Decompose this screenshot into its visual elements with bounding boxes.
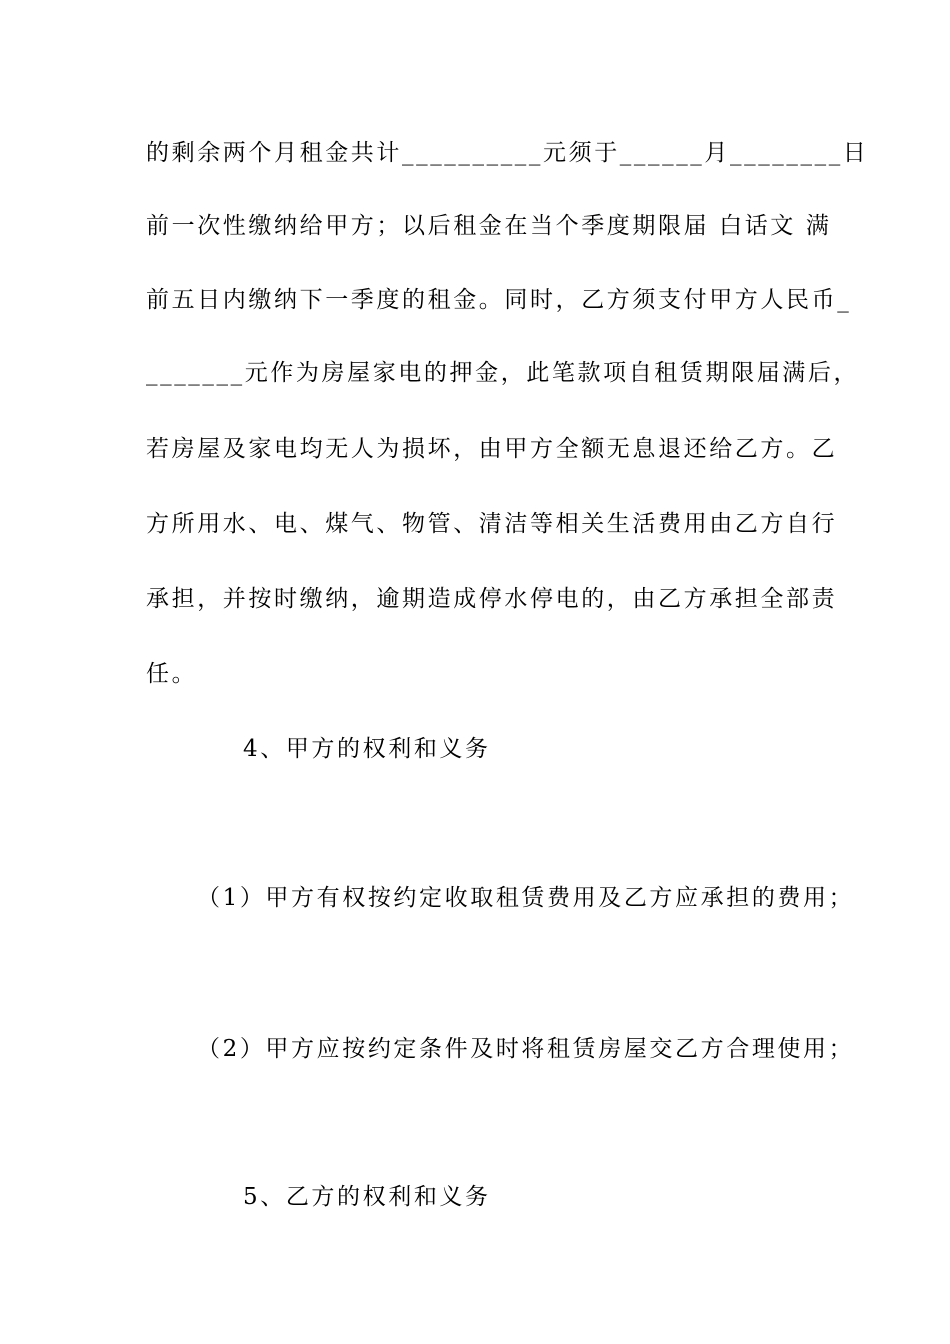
paragraph-line-4: _______元作为房屋家电的押金，此笔款项自租赁期限届满后， — [146, 360, 860, 386]
paragraph-line-2: 前一次性缴纳给甲方；以后租金在当个季度期限届 白话文 满 — [146, 213, 832, 239]
paragraph-line-8: 任。 — [146, 661, 198, 687]
section-5-heading: 5、乙方的权利和义务 — [243, 1184, 491, 1210]
section-4-item-2: （2）甲方应按约定条件及时将租赁房屋交乙方合理使用； — [197, 1036, 855, 1062]
paragraph-line-5: 若房屋及家电均无人为损坏，由甲方全额无息退还给乙方。乙 — [146, 436, 838, 462]
section-4-heading: 4、甲方的权利和义务 — [243, 736, 491, 762]
paragraph-line-6: 方所用水、电、煤气、物管、清洁等相关生活费用由乙方自行 — [146, 511, 838, 537]
paragraph-line-1: 的剩余两个月租金共计__________元须于______月________日 — [146, 140, 869, 166]
paragraph-line-3: 前五日内缴纳下一季度的租金。同时，乙方须支付甲方人民币_ — [146, 287, 852, 313]
section-4-item-1: （1）甲方有权按约定收取租赁费用及乙方应承担的费用； — [197, 885, 855, 911]
paragraph-line-7: 承担，并按时缴纳，逾期造成停水停电的，由乙方承担全部责 — [146, 586, 838, 612]
